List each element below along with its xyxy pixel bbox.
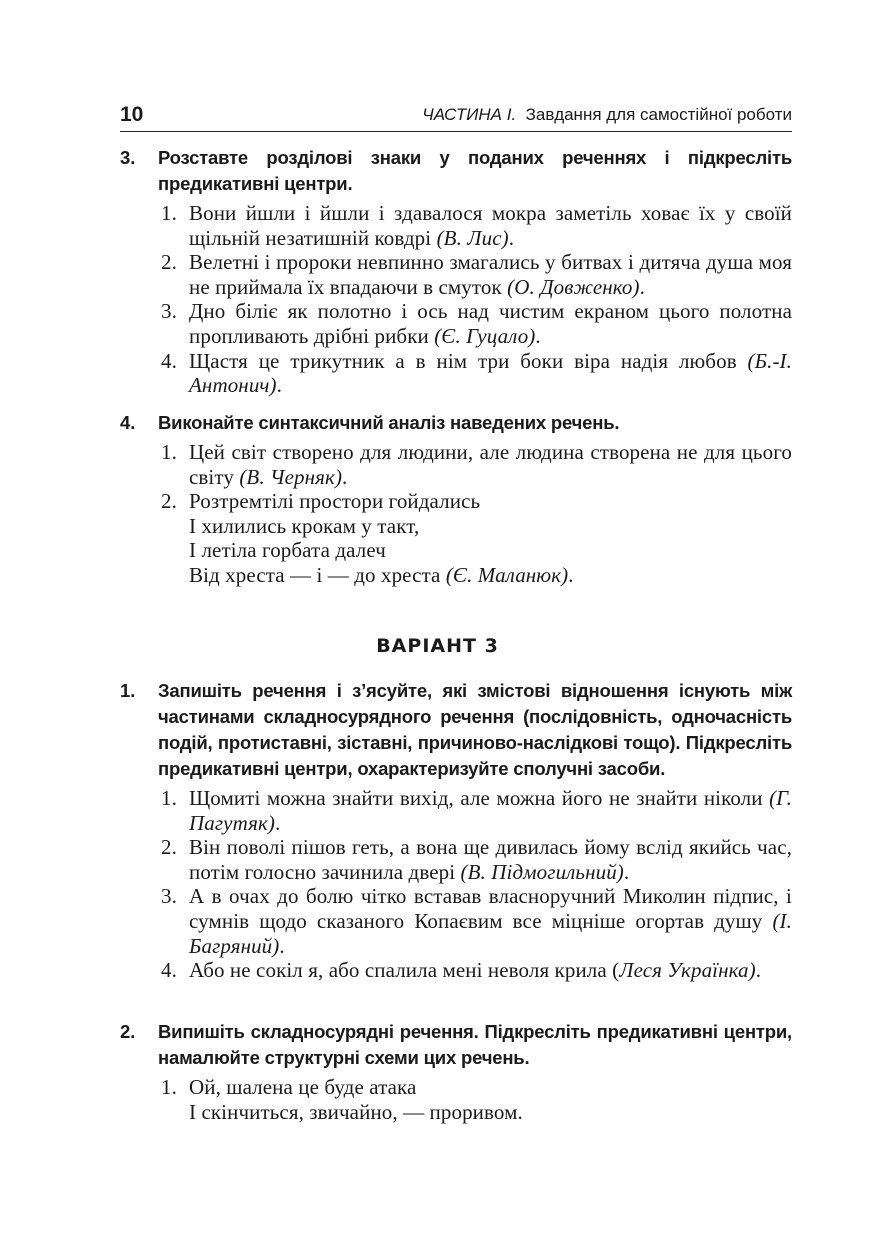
item-number: 1. <box>161 201 177 225</box>
item-text: Велетні і пророки невпинно змагались у битвах і дитяча душа моя не приймала їх впадаючи в смуток <box>189 250 792 299</box>
item-author: (В. Черняк) <box>239 464 343 489</box>
task-number: 2. <box>120 1021 136 1042</box>
item-text: Щастя це трикутник а в нім три боки віра надія любов <box>189 348 748 373</box>
task-items <box>120 440 792 588</box>
item-author: (Є. Гуцало) <box>434 323 536 348</box>
item-number: 2. <box>161 489 177 514</box>
list-item <box>161 299 792 348</box>
variant3-task-1 <box>120 678 792 983</box>
item-number: 4. <box>161 348 177 373</box>
item-author: (Б.-І. Антонич) <box>189 348 792 398</box>
item-number: 4. <box>161 958 177 983</box>
item-author: (В. Лис) <box>436 225 509 250</box>
item-author: Леся Українка) <box>619 958 756 983</box>
item-number: 2. <box>161 835 177 860</box>
page-number: 10 <box>120 103 144 126</box>
task-instruction: Виконайте синтаксичний аналіз наведених речень. <box>158 412 620 433</box>
item-end: . <box>276 373 282 398</box>
section-label: Завдання для самостійної роботи <box>525 105 792 124</box>
item-author: (І. Багряний) <box>189 908 792 958</box>
item-text: Або не сокіл я, або спалила мені неволя крила ( <box>189 958 620 983</box>
item-text: Вони йшли і йшли і здавалося мокра заметіль ховає їх у своїй щільній незатишній ковдрі <box>189 201 792 250</box>
variant-heading: ВАРІАНТ 3 <box>376 635 499 657</box>
verse-line: І скінчиться, звичайно, — проривом. <box>189 1099 523 1124</box>
list-item <box>161 835 792 884</box>
page-header <box>120 101 792 127</box>
task-3 <box>120 145 792 398</box>
list-item <box>161 201 792 250</box>
item-number: 2. <box>161 250 177 275</box>
item-text: Він поволі пішов геть, а вона ще дивилась йому вслід якийсь час, потім голосно зачинила двері <box>189 835 792 884</box>
task-4 <box>120 410 792 588</box>
item-author: (В. Підмогильний) <box>460 859 624 884</box>
item-author: (Г. Пагутяк) <box>189 786 792 835</box>
item-end: . <box>342 464 348 489</box>
list-item <box>161 884 792 958</box>
task-items <box>120 1075 792 1124</box>
task-number: 4. <box>120 412 136 433</box>
item-number: 3. <box>161 884 177 909</box>
verse-line: І хилились крокам у такт, <box>189 513 420 538</box>
item-end: . <box>508 225 515 250</box>
item-number: 3. <box>161 299 177 324</box>
item-end: . <box>623 859 630 884</box>
verse-line: Розтремтілі простори гойдались <box>189 489 481 514</box>
item-number: 1. <box>161 1075 177 1099</box>
verse-line: Ой, шалена це буде атака <box>189 1075 417 1099</box>
item-text: Щомиті можна знайти вихід, але можна його не знайти ніколи <box>189 786 770 810</box>
list-item <box>161 250 792 299</box>
item-end: . <box>639 274 645 299</box>
item-end: . <box>279 933 285 958</box>
header-rule <box>120 131 792 132</box>
list-item <box>161 958 792 983</box>
verse-line: І летіла горбата далеч <box>189 538 386 563</box>
verse-text: Від хреста — і — до хреста <box>189 562 446 587</box>
running-title <box>422 105 792 125</box>
item-end: . <box>535 323 541 348</box>
verse-line <box>189 563 792 588</box>
list-item <box>161 786 792 835</box>
item-author: (О. Довженко) <box>507 274 640 299</box>
task-number: 1. <box>120 680 136 701</box>
item-text: А в очах до болю чітко вставав власноручний Миколин підпис, і сумнів щодо сказаного Копаєвим все міцніше огортав душу <box>189 884 792 933</box>
task-instruction: Запишіть речення і з’ясуйте, які змістові відношення існують між частинами складносурядного речення (послідовність, одночасність подій, протиставні, зіставні, причиново-наслідкові тощо). Підкресліть предикативні центри, охарактеризуйте сполучні засоби. <box>158 680 792 779</box>
item-end: . <box>755 958 762 983</box>
item-end: . <box>568 562 574 587</box>
list-item <box>161 440 792 489</box>
item-text: Дно біліє як полотно і ось над чистим екраном цього полотна пропливають дрібні рибки <box>189 299 792 348</box>
item-author: (Є. Маланюк) <box>445 562 569 587</box>
variant3-task-2 <box>120 1019 792 1124</box>
item-text: Цей світ створено для людини, але людина створена не для цього світу <box>189 440 792 489</box>
task-number: 3. <box>120 147 136 168</box>
part-label: ЧАСТИНА І. <box>422 105 517 124</box>
item-number: 1. <box>161 786 177 810</box>
list-item-verse <box>161 489 792 587</box>
task-items <box>120 786 792 983</box>
item-end: . <box>274 810 281 835</box>
list-item-verse <box>161 1075 792 1124</box>
task-instruction: Випишіть складносурядні речення. Підкресліть предикативні центри, намалюйте структурні схеми цих речень. <box>158 1021 792 1068</box>
task-items <box>120 201 792 398</box>
list-item <box>161 349 792 398</box>
item-number: 1. <box>161 440 177 464</box>
task-instruction: Розставте розділові знаки у поданих реченнях і підкресліть предикативні центри. <box>158 147 792 194</box>
